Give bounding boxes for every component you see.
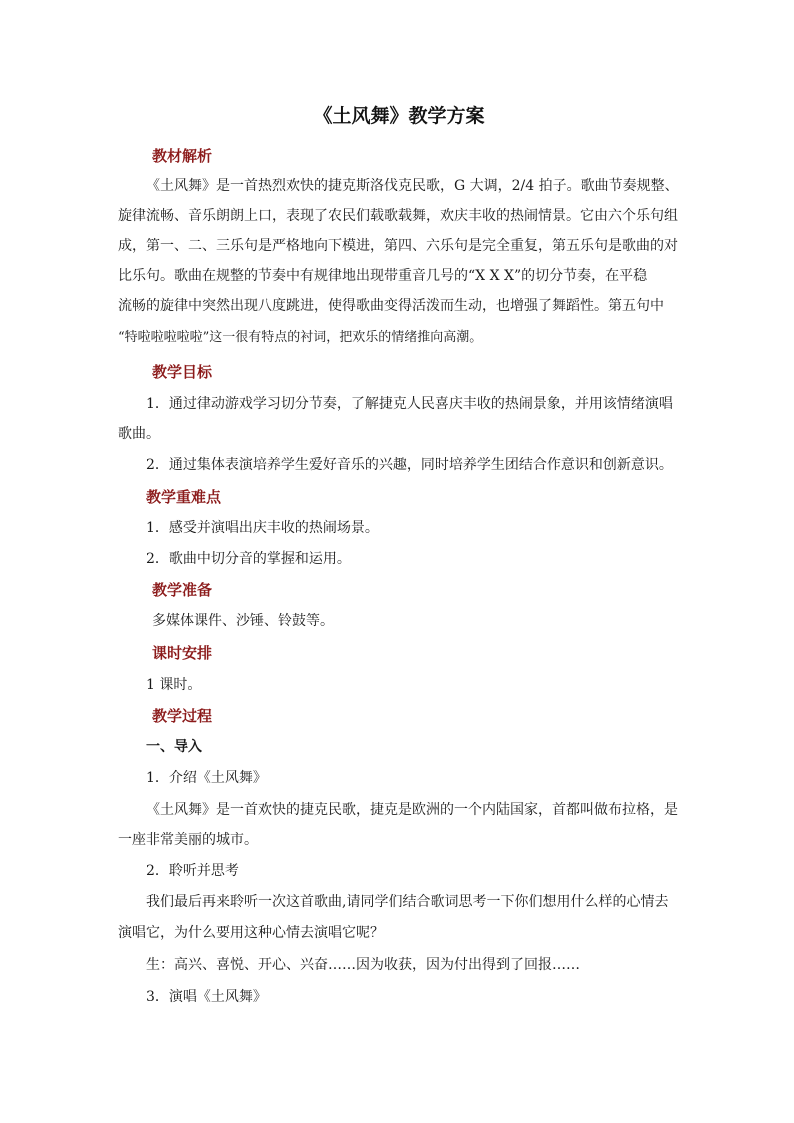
process-step-3: 3．演唱《土风舞》 (146, 989, 267, 1005)
heading-prep: 教学准备 (152, 581, 213, 599)
process-part-1: 一、导入 (146, 739, 202, 755)
goal-1-line-1: 1．通过律动游戏学习切分节奏，了解捷克人民喜庆丰收的热闹景象，并用该情绪演唱 (146, 396, 673, 412)
document-title: 《土风舞》教学方案 (313, 105, 485, 127)
keypoint-2: 2．歌曲中切分音的掌握和运用。 (146, 551, 351, 567)
analysis-line-4: 比乐句。歌曲在规整的节奏中有规律地出现带重音几号的“X X X”的切分节奏，在平稳 (118, 268, 648, 284)
process-step-2-line-1: 我们最后再来聆听一次这首歌曲,请同学们结合歌词思考一下你们想用什么样的心情去 (146, 894, 669, 910)
heading-goals: 教学目标 (152, 363, 213, 381)
heading-schedule: 课时安排 (152, 644, 213, 662)
process-step-1-line-2: 一座非常美丽的城市。 (118, 832, 258, 848)
keypoint-1: 1．感受并演唱出庆丰收的热闹场景。 (146, 520, 379, 536)
goal-1-line-2: 歌曲。 (118, 426, 160, 442)
goal-2: 2．通过集体表演培养学生爱好音乐的兴趣，同时培养学生团结合作意识和创新意识。 (146, 457, 673, 473)
analysis-line-6: “特啦啦啦啦啦”这一很有特点的衬词，把欢乐的情绪推向高潮。 (118, 330, 483, 345)
heading-analysis: 教材解析 (152, 147, 213, 165)
heading-keypoints: 教学重难点 (146, 488, 222, 506)
heading-process: 教学过程 (152, 707, 213, 725)
prep-text: 多媒体课件、沙锤、铃鼓等。 (152, 613, 334, 629)
process-answer: 生：高兴、喜悦、开心、兴奋……因为收获，因为付出得到了回报…… (146, 957, 580, 973)
analysis-line-1: 《土风舞》是一首热烈欢快的捷克斯洛伐克民歌，G 大调，2/4 拍子。歌曲节奏规整、 (146, 178, 679, 194)
schedule-text: 1 课时。 (146, 677, 202, 693)
process-step-1: 1．介绍《土风舞》 (146, 770, 267, 786)
process-step-2: 2．聆听并思考 (146, 863, 239, 879)
analysis-line-2: 旋律流畅、音乐朗朗上口，表现了农民们载歌载舞，欢庆丰收的热闹情景。它由六个乐句组 (118, 208, 678, 224)
process-step-1-line-1: 《土风舞》是一首欢快的捷克民歌，捷克是欧洲的一个内陆国家，首都叫做布拉格，是 (146, 802, 678, 818)
process-step-2-line-2: 演唱它，为什么要用这种心情去演唱它呢？ (118, 925, 384, 941)
analysis-line-5: 流畅的旋律中突然出现八度跳进，使得歌曲变得活泼而生动，也增强了舞蹈性。第五句中 (118, 298, 664, 314)
analysis-line-3: 成，第一、二、三乐句是严格地向下模进，第四、六乐句是完全重复，第五乐句是歌曲的对 (118, 238, 678, 254)
